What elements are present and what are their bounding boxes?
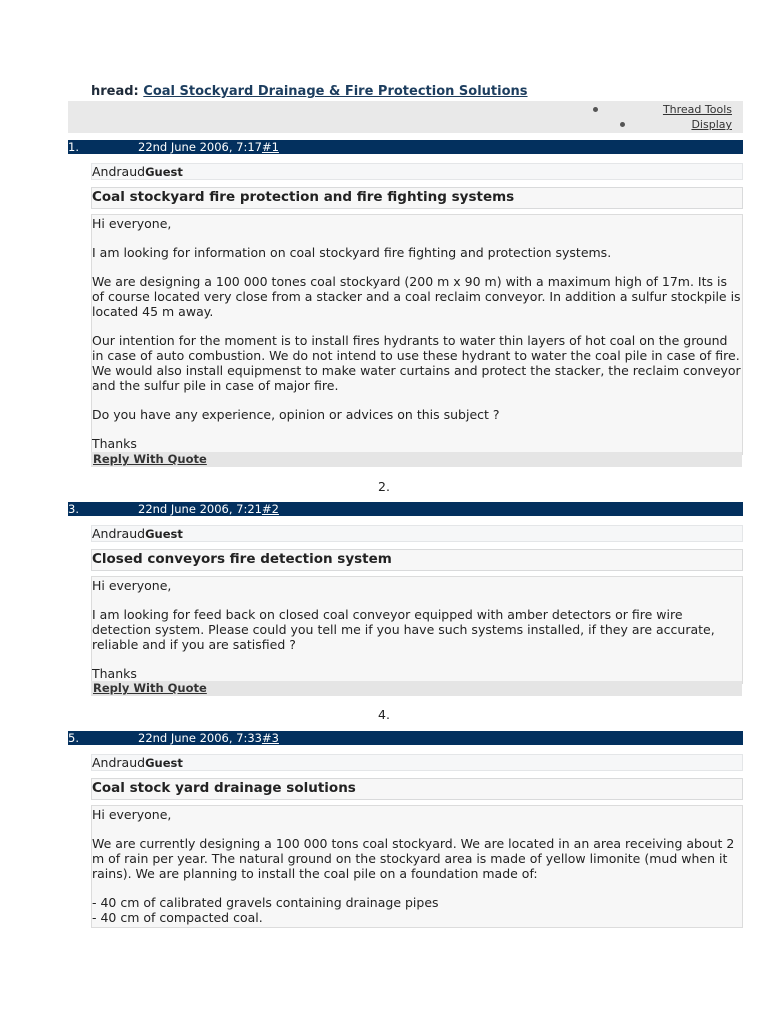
- user-role: Guest: [145, 527, 183, 541]
- post-user: [91, 525, 743, 542]
- username[interactable]: Andraud: [92, 526, 146, 541]
- display-link[interactable]: Display: [691, 118, 732, 131]
- post-permalink[interactable]: #2: [261, 502, 279, 516]
- user-role: Guest: [145, 756, 183, 770]
- post-user: [91, 754, 743, 771]
- post-message: [91, 805, 743, 928]
- post-title: Coal stockyard fire protection and fire fighting systems: [91, 187, 743, 209]
- thread-header: [91, 84, 528, 99]
- post-header-bar: [68, 140, 743, 154]
- post-index: 3.: [68, 502, 79, 516]
- bullet-icon: [593, 107, 598, 112]
- message-paragraph: We are currently designing a 100 000 tons coal stockyard. We are located in an area receiving about 2 m of rain per year. The natural ground on the stockyard area is made of yellow limonite (mud when it rains). We are planning to install the coal pile on a foundation made of:: [92, 836, 735, 881]
- message-paragraph: Thanks: [92, 436, 137, 451]
- post-date: 22nd June 2006, 7:21#2: [138, 502, 279, 516]
- post-index: 5.: [68, 731, 79, 745]
- post-index: 1.: [68, 140, 79, 154]
- post-title: Closed conveyors fire detection system: [91, 549, 743, 571]
- message-paragraph: Thanks: [92, 666, 137, 681]
- message-paragraph: I am looking for information on coal stockyard fire fighting and protection systems.: [92, 245, 612, 260]
- username[interactable]: Andraud: [92, 755, 146, 770]
- message-paragraph: I am looking for feed back on closed coal conveyor equipped with amber detectors or fire wire detection system. Please could you tell me if you have such systems installed, if they are accurate, reliable and if you are satisfied ?: [92, 607, 715, 652]
- thread-title-link[interactable]: Coal Stockyard Drainage & Fire Protection Solutions: [143, 84, 528, 99]
- username[interactable]: Andraud: [92, 164, 146, 179]
- message-paragraph: - 40 cm of calibrated gravels containing drainage pipes - 40 cm of compacted coal.: [92, 895, 439, 925]
- reply-with-quote-button[interactable]: Reply With Quote: [93, 452, 207, 466]
- user-role: Guest: [145, 165, 183, 179]
- post-permalink[interactable]: #1: [261, 140, 279, 154]
- message-paragraph: Do you have any experience, opinion or advices on this subject ?: [92, 407, 500, 422]
- post-separator: 4.: [378, 707, 390, 722]
- post-header-bar: [68, 502, 743, 516]
- thread-tools-link[interactable]: Thread Tools: [662, 103, 732, 116]
- post-user: [91, 163, 743, 180]
- post-message: [91, 576, 743, 684]
- post-date: 22nd June 2006, 7:33#3: [138, 731, 279, 745]
- message-paragraph: Hi everyone,: [92, 807, 172, 822]
- post-permalink[interactable]: #3: [261, 731, 279, 745]
- post-message: [91, 214, 743, 455]
- message-paragraph: Hi everyone,: [92, 216, 172, 231]
- post-date: 22nd June 2006, 7:17#1: [138, 140, 279, 154]
- post-title: Coal stock yard drainage solutions: [91, 778, 743, 800]
- post-header-bar: [68, 731, 743, 745]
- reply-with-quote-button[interactable]: Reply With Quote: [93, 681, 207, 695]
- bullet-icon: [620, 122, 625, 127]
- thread-toolbar: [68, 101, 743, 133]
- post-separator: 2.: [378, 479, 390, 494]
- reply-bar: [91, 452, 742, 467]
- message-paragraph: Our intention for the moment is to install fires hydrants to water thin layers of hot coal on the ground in case of auto combustion. We do not intend to use these hydrant to water the coal pile in case of fire. We would also install equipmenst to make water curtains and protect the stacker, the reclaim conveyor and the sulfur pile in case of major fire.: [92, 333, 741, 393]
- thread-label: hread:: [91, 84, 139, 99]
- message-paragraph: We are designing a 100 000 tones coal stockyard (200 m x 90 m) with a maximum high of 17m. Its is of course located very close from a stacker and a coal reclaim conveyor. In addition a sulfur stockpile is located 45 m away.: [92, 274, 741, 319]
- message-paragraph: Hi everyone,: [92, 578, 172, 593]
- reply-bar: [91, 681, 742, 696]
